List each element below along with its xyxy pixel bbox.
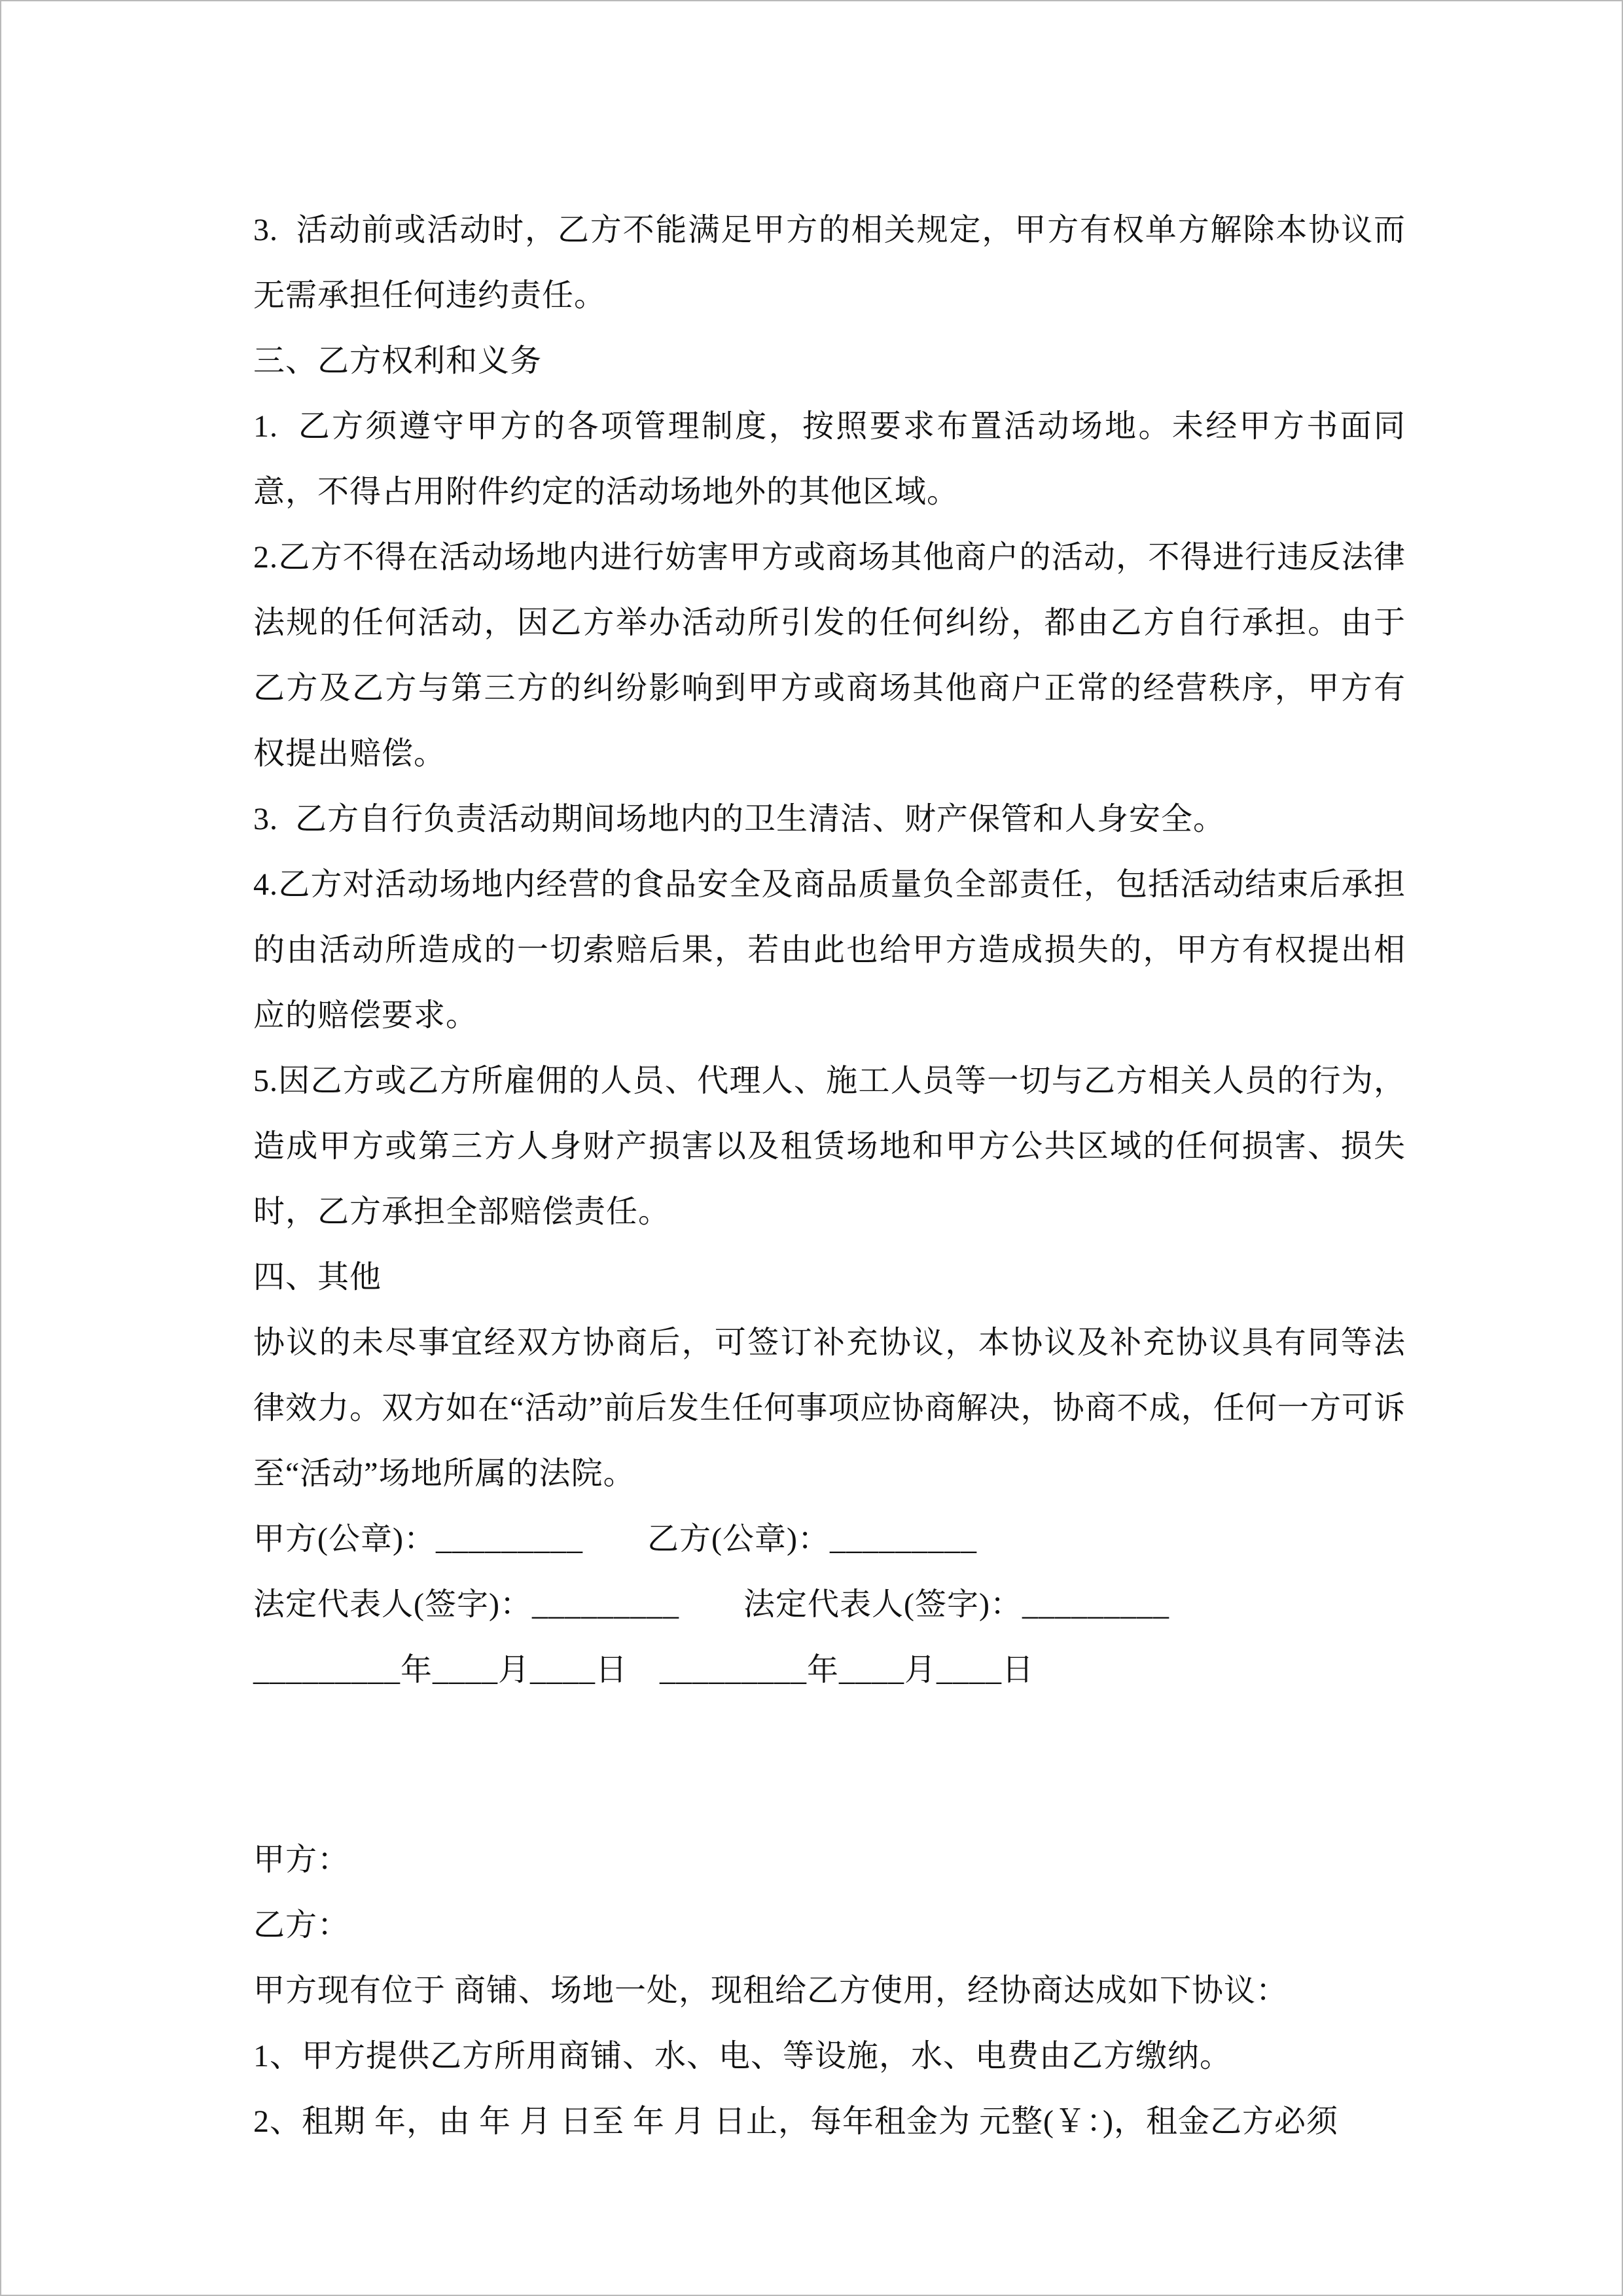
lease-clause-1: 1、甲方提供乙方所用商铺、水、电、等设施，水、电费由乙方缴纳。 — [253, 2039, 1232, 2073]
clause-3-5: 5.因乙方或乙方所雇佣的人员、代理人、施工人员等一切与乙方相关人员的行为，造成甲方或第三方人身财产损害以及租赁场地和甲方公共区域的任何损害、损失时，乙方承担全部赔偿责任。 — [253, 1064, 1406, 1229]
section-3-heading: 三、乙方权利和义务 — [253, 344, 543, 378]
lease-intro: 甲方现有位于 商铺、场地一处，现租给乙方使用，经协商达成如下协议： — [253, 1973, 1289, 2008]
section-4-heading: 四、其他 — [253, 1260, 382, 1295]
clause-3-2: 2.乙方不得在活动场地内进行妨害甲方或商场其他商户的活动，不得进行违反法律法规的任何活动，因乙方举办活动所引发的任何纠纷，都由乙方自行承担。由于乙方及乙方与第三方的纠纷影响到甲方或商场其他商户正常的经营秩序，甲方有权提出赔偿。 — [253, 540, 1406, 771]
date-line: _________年____月____日 _________年____月____日 — [253, 1653, 1035, 1687]
legal-rep-signature-line: 法定代表人(签字)：_________ 法定代表人(签字)：_________ — [253, 1587, 1169, 1622]
clause-2-3: 3. 活动前或活动时，乙方不能满足甲方的相关规定，甲方有权单方解除本协议而无需承担任何违约责任。 — [253, 213, 1406, 313]
party-b-label: 乙方： — [253, 1908, 350, 1943]
lease-clause-2: 2、租期 年，由 年 月 日至 年 月 日止，每年租金为 元整(￥：)，租金乙方必须 — [253, 2104, 1338, 2139]
clause-3-1: 1. 乙方须遵守甲方的各项管理制度，按照要求布置活动场地。未经甲方书面同意，不得占用附件约定的活动场地外的其他区域。 — [253, 409, 1406, 509]
section-4-body: 协议的未尽事宜经双方协商后，可签订补充协议，本协议及补充协议具有同等法律效力。双方如在“活动”前后发生任何事项应协商解决，协商不成，任何一方可诉至“活动”场地所属的法院。 — [253, 1325, 1406, 1491]
party-a-label: 甲方： — [253, 1842, 350, 1877]
clause-3-3: 3. 乙方自行负责活动期间场地内的卫生清洁、财产保管和人身安全。 — [253, 802, 1226, 836]
clause-3-4: 4.乙方对活动场地内经营的食品安全及商品质量负全部责任，包括活动结束后承担的由活动所造成的一切索赔后果，若由此也给甲方造成损失的，甲方有权提出相应的赔偿要求。 — [253, 867, 1406, 1033]
document-page — [1, 1, 1622, 2295]
seal-signature-line: 甲方(公章)：_________ 乙方(公章)：_________ — [253, 1522, 977, 1556]
